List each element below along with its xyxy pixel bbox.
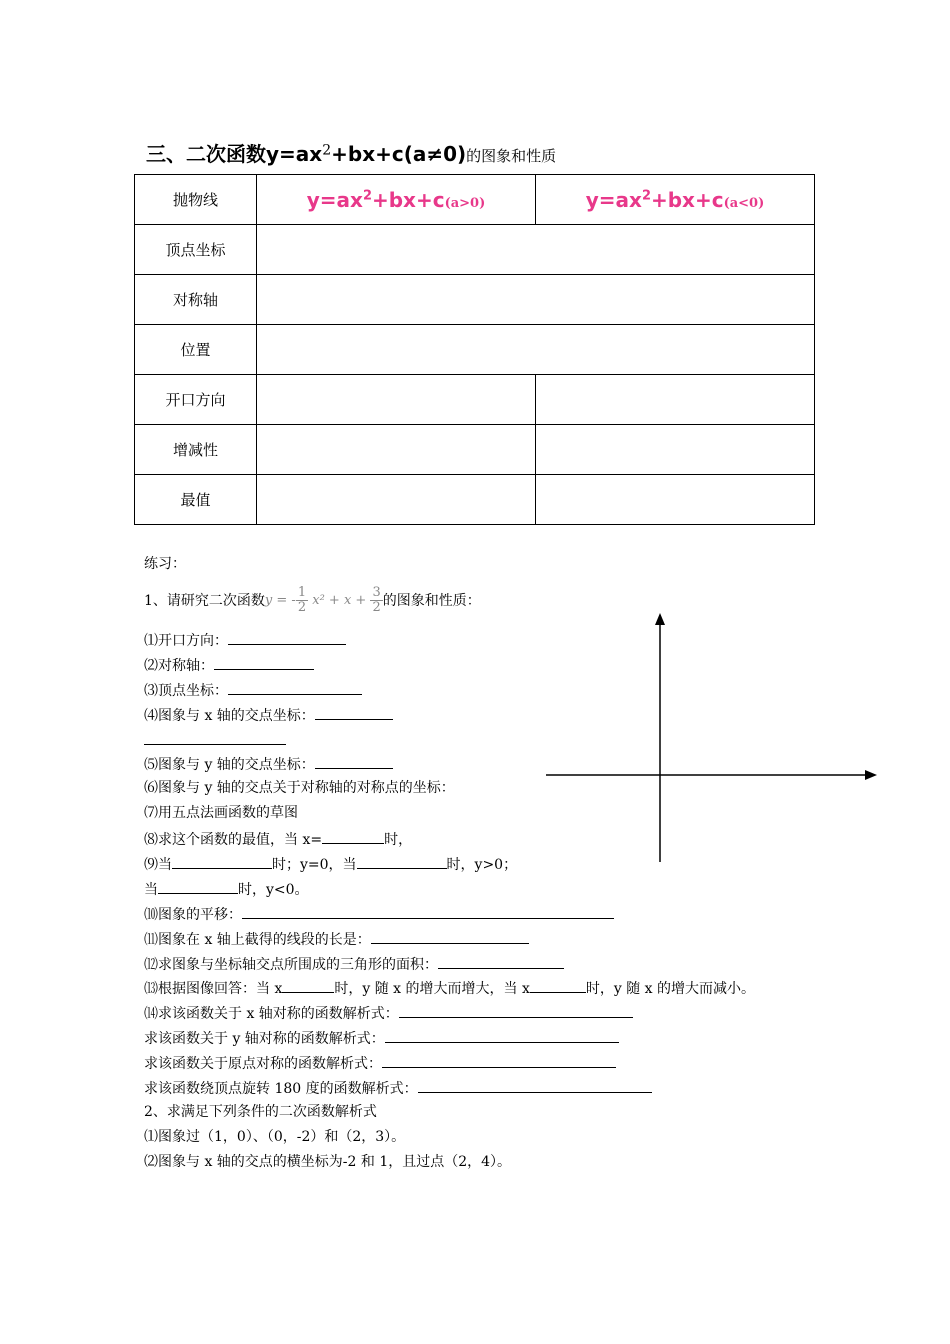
cell-extremum-neg[interactable] — [536, 475, 815, 525]
title-eq-sup: 2 — [322, 142, 332, 159]
item-4 — [144, 705, 393, 725]
item-5 — [144, 754, 393, 774]
properties-table — [134, 174, 815, 525]
cell-axis[interactable] — [257, 275, 815, 325]
blank-input[interactable] — [214, 655, 314, 670]
blank-input[interactable] — [228, 630, 346, 645]
item-12 — [144, 954, 564, 974]
q1-frac2-num: 3 — [372, 585, 381, 600]
item-9-cont — [144, 879, 309, 899]
item-3-label: ⑶顶点坐标： — [144, 683, 228, 699]
blank-input[interactable] — [399, 1003, 633, 1018]
exercise-heading: 练习： — [144, 556, 186, 572]
question-2-1: ⑴图象过（1，0）、（0，-2）和（2，3）。 — [144, 1129, 406, 1145]
item-11 — [144, 929, 529, 949]
item-9-cont-label: 当 — [144, 882, 158, 898]
title-eq-a: y=ax — [266, 142, 323, 166]
item-5-label: ⑸图象与 y 轴的交点坐标： — [144, 757, 315, 773]
col1-formula-a: y=ax — [306, 187, 363, 212]
row-label-position: 位置 — [135, 325, 257, 375]
blank-input[interactable] — [371, 929, 529, 944]
y-axis-arrow — [655, 613, 665, 625]
q1-eq-y: y = - — [264, 593, 296, 608]
table-row — [135, 375, 815, 425]
table-row — [135, 225, 815, 275]
q1-frac2 — [370, 586, 382, 615]
blank-input[interactable] — [172, 854, 272, 869]
blank-input[interactable] — [530, 978, 586, 993]
section-title — [146, 138, 556, 167]
question-1 — [144, 583, 481, 619]
blank-input[interactable] — [357, 854, 447, 869]
item-10 — [144, 904, 614, 924]
col2-formula-sup: 2 — [641, 187, 651, 203]
item-8-label: ⑻求这个函数的最值，当 x= — [144, 832, 323, 848]
item-10-label: ⑽图象的平移： — [144, 907, 242, 923]
item-11-label: ⑾图象在 x 轴上截得的线段的长是： — [144, 932, 371, 948]
item-6: ⑹图象与 y 轴的交点关于对称轴的对称点的坐标： — [144, 780, 455, 796]
item-15-label: 求该函数关于 y 轴对称的函数解析式： — [144, 1031, 385, 1047]
cell-monotonic-pos[interactable] — [257, 425, 536, 475]
item-9-mid: 时；y=0，当 — [272, 857, 357, 873]
row-label-opening: 开口方向 — [135, 375, 257, 425]
col2-cond: (a<0) — [723, 195, 765, 211]
coordinate-axes — [540, 610, 885, 870]
q1-suffix: 的图象和性质： — [382, 593, 481, 609]
cell-opening-neg[interactable] — [536, 375, 815, 425]
item-17 — [144, 1078, 652, 1098]
item-14-label: ⒁求该函数关于 x 轴对称的函数解析式： — [144, 1006, 399, 1022]
item-12-label: ⑿求图象与坐标轴交点所围成的三角形的面积： — [144, 957, 438, 973]
item-2 — [144, 655, 314, 675]
q1-frac1-den: 2 — [297, 600, 307, 615]
row-label-monotonic: 增减性 — [135, 425, 257, 475]
blank-input[interactable] — [315, 754, 393, 769]
col2-formula-a: y=ax — [585, 187, 642, 212]
item-14 — [144, 1003, 633, 1023]
blank-input[interactable] — [242, 904, 614, 919]
q1-frac2-den: 2 — [372, 600, 381, 615]
q1-eq-mid: x² + x + — [312, 593, 367, 608]
blank-input[interactable] — [438, 954, 564, 969]
col1-formula-b: +bx+c — [371, 187, 445, 212]
cell-monotonic-neg[interactable] — [536, 425, 815, 475]
item-4-cont — [144, 730, 286, 750]
col2-formula-b: +bx+c — [650, 187, 724, 212]
item-17-label: 求该函数绕顶点旋转 180 度的函数解析式： — [144, 1081, 418, 1097]
item-16-label: 求该函数关于原点对称的函数解析式： — [144, 1056, 382, 1072]
q1-prefix: 1、请研究二次函数 — [144, 593, 265, 609]
q1-formula — [265, 583, 383, 619]
blank-input[interactable] — [228, 680, 362, 695]
item-13-mid: 时，y 随 x 的增大而增大，当 x — [334, 981, 530, 997]
title-suffix: 的图象和性质 — [466, 147, 557, 165]
row-label-vertex: 顶点坐标 — [135, 225, 257, 275]
col1-formula-sup: 2 — [362, 187, 372, 203]
blank-input[interactable] — [322, 829, 384, 844]
item-2-label: ⑵对称轴： — [144, 658, 214, 674]
table-row — [135, 175, 815, 225]
formula-a-negative — [536, 175, 815, 225]
item-13 — [144, 978, 755, 998]
blank-input[interactable] — [385, 1028, 619, 1043]
cell-opening-pos[interactable] — [257, 375, 536, 425]
item-13-label: ⒀根据图像回答：当 x — [144, 981, 283, 997]
blank-input[interactable] — [144, 730, 286, 745]
item-3 — [144, 680, 362, 700]
cell-vertex[interactable] — [257, 225, 815, 275]
item-15 — [144, 1028, 619, 1048]
item-13-tail: 时，y 随 x 的增大而减小。 — [585, 981, 756, 997]
row-label-axis: 对称轴 — [135, 275, 257, 325]
item-9-cont-tail: 时，y<0。 — [238, 882, 309, 898]
question-2-2: ⑵图象与 x 轴的交点的横坐标为-2 和 1，且过点（2，4）。 — [144, 1154, 512, 1170]
table-row — [135, 325, 815, 375]
item-1-label: ⑴开口方向： — [144, 633, 228, 649]
x-axis-arrow — [865, 770, 877, 780]
item-1 — [144, 630, 346, 650]
blank-input[interactable] — [418, 1078, 652, 1093]
blank-input[interactable] — [315, 705, 393, 720]
table-row — [135, 275, 815, 325]
q1-frac1 — [296, 586, 308, 615]
blank-input[interactable] — [382, 1053, 616, 1068]
col1-cond: (a>0) — [444, 195, 486, 211]
item-8-tail: 时， — [384, 832, 413, 848]
title-cond: (a≠0) — [403, 142, 467, 166]
item-4-label: ⑷图象与 x 轴的交点坐标： — [144, 708, 315, 724]
q1-frac1-num: 1 — [297, 585, 307, 600]
title-eq-b: +bx+c — [331, 142, 404, 166]
formula-a-positive — [257, 175, 536, 225]
table-row — [135, 425, 815, 475]
table-row — [135, 475, 815, 525]
item-7: ⑺用五点法画函数的草图 — [144, 805, 298, 821]
blank-input[interactable] — [282, 978, 334, 993]
item-9-label: ⑼当 — [144, 857, 172, 873]
row-label-extremum: 最值 — [135, 475, 257, 525]
blank-input[interactable] — [158, 879, 238, 894]
question-2: 2、求满足下列条件的二次函数解析式 — [144, 1104, 377, 1120]
item-8 — [144, 829, 412, 849]
title-prefix: 三、二次函数 — [146, 142, 266, 166]
item-9 — [144, 854, 517, 874]
header-label: 抛物线 — [135, 175, 257, 225]
item-9-tail: 时，y>0； — [446, 857, 518, 873]
cell-extremum-pos[interactable] — [257, 475, 536, 525]
cell-position[interactable] — [257, 325, 815, 375]
item-16 — [144, 1053, 616, 1073]
